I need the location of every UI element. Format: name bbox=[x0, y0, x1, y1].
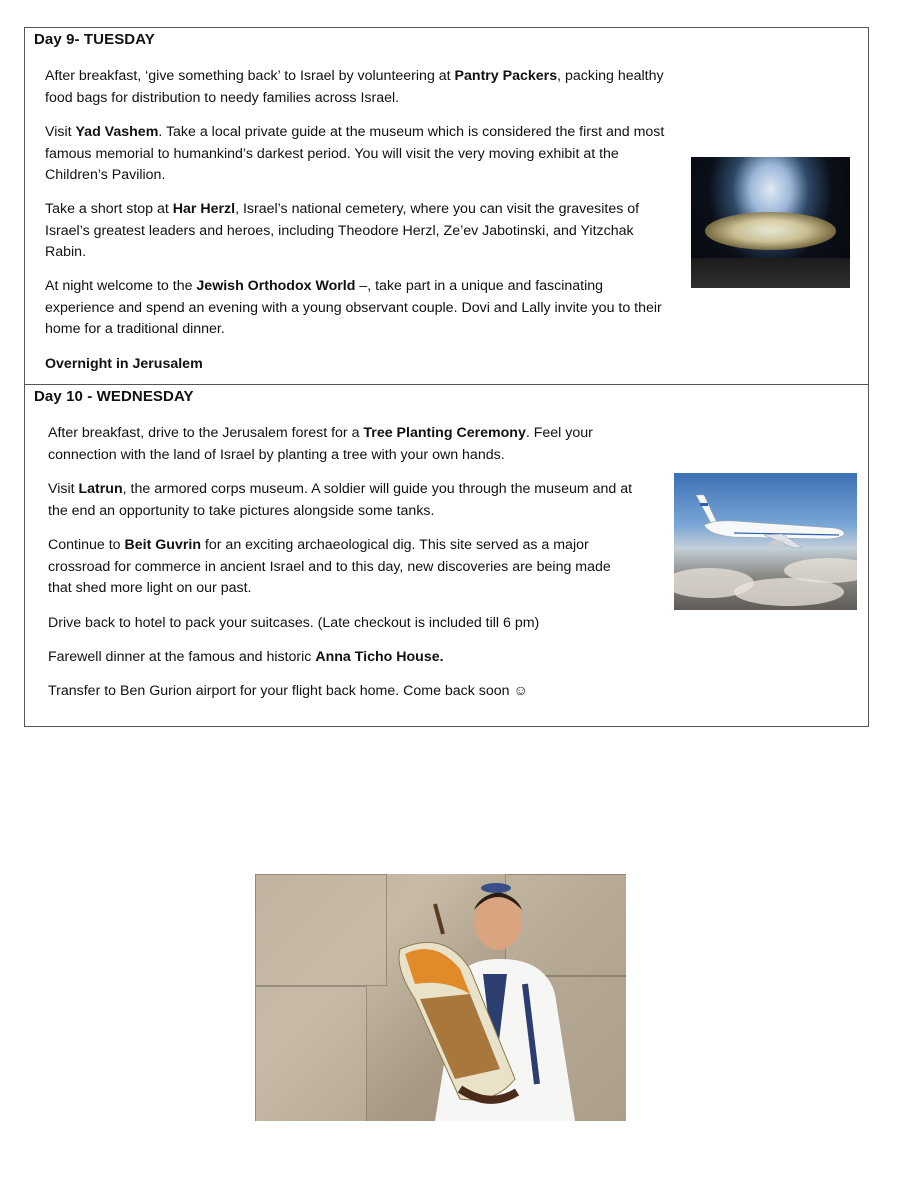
beit-guvrin-name: Beit Guvrin bbox=[124, 537, 201, 553]
day10-title: Day 10 - WEDNESDAY bbox=[34, 388, 194, 405]
day10-p3-text-end: for an exciting archaeological dig. This site served as a major crossroad for commerce in ancient Israel and to this day, new discoveries are being made that shed more light on our past. bbox=[48, 537, 611, 596]
day9-p1-text-end: , packing healthy food bags for distribution to needy families across Israel. bbox=[45, 68, 664, 106]
day10-p2-text-end: , the armored corps museum. A soldier will guide you through the museum and at the end an opportunity to take pictures alongside some tanks. bbox=[48, 481, 633, 519]
day9-title: Day 9- TUESDAY bbox=[34, 31, 155, 48]
day9-p2-text: Visit bbox=[45, 124, 76, 140]
day10-p1-text-end: . Feel your connection with the land of Israel by planting a tree with your own hands. bbox=[48, 425, 593, 463]
day9-paragraph-pantry-packers bbox=[45, 66, 670, 109]
hall-floor bbox=[691, 258, 850, 288]
day9-p3-text: Take a short stop at bbox=[45, 201, 173, 217]
anna-ticho-house-name: Anna Ticho House. bbox=[315, 649, 444, 665]
yad-vashem-photo bbox=[691, 157, 850, 288]
day9-p3-text-end: , Israel’s national cemetery, where you can visit the gravesites of Israel’s greatest leaders and heroes, including Theodore Herzl, Ze’ev Jabotinski, and Yitzchak Rabin. bbox=[45, 201, 640, 260]
latrun-name: Latrun bbox=[78, 481, 123, 497]
day10-p1-text: After breakfast, drive to the Jerusalem forest for a bbox=[48, 425, 364, 441]
day10-p2-text: Visit bbox=[48, 481, 79, 497]
day10-paragraph-tree-planting bbox=[48, 423, 638, 466]
day10-paragraph-latrun bbox=[48, 479, 638, 522]
day9-overnight: Overnight in Jerusalem bbox=[45, 356, 203, 372]
day10-paragraph-hotel: Drive back to hotel to pack your suitcases. (Late checkout is included till 6 pm) bbox=[48, 615, 540, 631]
bar-mitzvah-photo bbox=[255, 874, 626, 1121]
day10-section bbox=[24, 384, 869, 727]
day9-p4-text-end: –, take part in a unique and fascinating experience and spend an evening with a young observant couple. Dovi and Lally invite you to their home for a traditional dinner. bbox=[45, 278, 662, 337]
day9-p2-text-end: . Take a local private guide at the museum which is considered the first and most famous memorial to humankind’s darkest period. You will visit the very moving exhibit at the Children’s Pavilion. bbox=[45, 124, 665, 183]
pantry-packers-name: Pantry Packers bbox=[454, 68, 558, 84]
har-herzl-name: Har Herzl bbox=[172, 201, 236, 217]
day9-p4-text: At night welcome to the bbox=[45, 278, 197, 294]
jewish-orthodox-world-name: Jewish Orthodox World bbox=[196, 278, 356, 294]
day10-paragraph-beit-guvrin bbox=[48, 535, 638, 600]
day10-p5-text: Farewell dinner at the famous and historic bbox=[48, 649, 316, 665]
hall-of-names-ring bbox=[705, 212, 836, 250]
boy-with-torah-figure bbox=[255, 874, 626, 1121]
day10-paragraph-transfer: Transfer to Ben Gurion airport for your flight back home. Come back soon ☺ bbox=[48, 683, 528, 699]
day9-paragraph-yad-vashem bbox=[45, 122, 670, 187]
airplane-icon bbox=[674, 473, 857, 610]
day9-section bbox=[24, 27, 869, 385]
day10-p3-text: Continue to bbox=[48, 537, 125, 553]
tree-planting-name: Tree Planting Ceremony bbox=[363, 425, 526, 441]
yad-vashem-name: Yad Vashem bbox=[75, 124, 159, 140]
day9-p1-text: After breakfast, ‘give something back’ to Israel by volunteering at bbox=[45, 68, 455, 84]
airplane-photo bbox=[674, 473, 857, 610]
day9-paragraph-har-herzl bbox=[45, 199, 670, 264]
day9-paragraph-orthodox-world bbox=[45, 276, 670, 341]
day10-paragraph-farewell bbox=[48, 647, 638, 669]
